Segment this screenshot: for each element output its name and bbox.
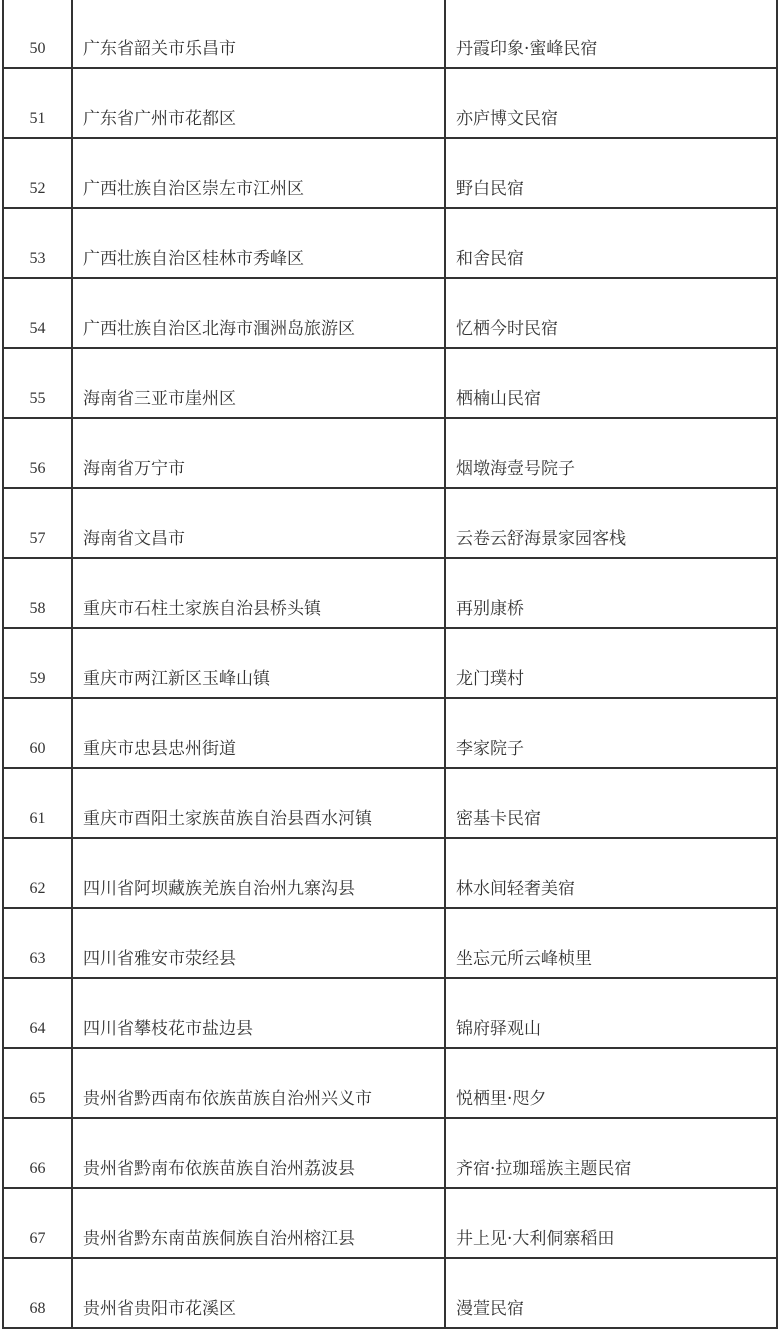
table-row (3, 418, 777, 488)
homestay-name-cell: 栖楠山民宿 (445, 348, 777, 418)
table-row (3, 628, 777, 698)
homestay-name-cell: 密基卡民宿 (445, 768, 777, 838)
location-cell: 四川省攀枝花市盐边县 (72, 978, 445, 1048)
homestay-name-cell: 坐忘元所云峰桢里 (445, 908, 777, 978)
table-row (3, 278, 777, 348)
location-cell: 贵州省黔南布依族苗族自治州荔波县 (72, 1118, 445, 1188)
row-number: 56 (3, 418, 72, 488)
row-number: 59 (3, 628, 72, 698)
row-number: 65 (3, 1048, 72, 1118)
row-number: 64 (3, 978, 72, 1048)
homestay-name-cell: 忆栖今时民宿 (445, 278, 777, 348)
location-cell: 海南省文昌市 (72, 488, 445, 558)
homestay-name-cell: 亦庐博文民宿 (445, 68, 777, 138)
table-row (3, 698, 777, 768)
homestay-name-cell: 井上见·大利侗寨稻田 (445, 1188, 777, 1258)
table-body (3, 0, 777, 1328)
row-number: 66 (3, 1118, 72, 1188)
table-row (3, 768, 777, 838)
row-number: 57 (3, 488, 72, 558)
location-cell: 重庆市两江新区玉峰山镇 (72, 628, 445, 698)
location-cell: 海南省万宁市 (72, 418, 445, 488)
location-cell: 贵州省贵阳市花溪区 (72, 1258, 445, 1328)
location-cell: 广西壮族自治区崇左市江州区 (72, 138, 445, 208)
homestay-name-cell: 和舍民宿 (445, 208, 777, 278)
table-row (3, 1048, 777, 1118)
location-cell: 广东省韶关市乐昌市 (72, 0, 445, 68)
row-number: 60 (3, 698, 72, 768)
location-cell: 重庆市石柱土家族自治县桥头镇 (72, 558, 445, 628)
table-row (3, 208, 777, 278)
homestay-name-cell: 林水间轻奢美宿 (445, 838, 777, 908)
row-number: 61 (3, 768, 72, 838)
location-cell: 海南省三亚市崖州区 (72, 348, 445, 418)
table-row (3, 908, 777, 978)
table-row (3, 488, 777, 558)
homestay-name-cell: 龙门璞村 (445, 628, 777, 698)
location-cell: 广东省广州市花都区 (72, 68, 445, 138)
homestay-list-table (2, 0, 778, 1329)
row-number: 67 (3, 1188, 72, 1258)
row-number: 53 (3, 208, 72, 278)
row-number: 62 (3, 838, 72, 908)
location-cell: 贵州省黔西南布依族苗族自治州兴义市 (72, 1048, 445, 1118)
row-number: 58 (3, 558, 72, 628)
location-cell: 四川省阿坝藏族羌族自治州九寨沟县 (72, 838, 445, 908)
location-cell: 广西壮族自治区桂林市秀峰区 (72, 208, 445, 278)
table-row (3, 0, 777, 68)
row-number: 52 (3, 138, 72, 208)
homestay-name-cell: 云卷云舒海景家园客栈 (445, 488, 777, 558)
homestay-name-cell: 烟墩海壹号院子 (445, 418, 777, 488)
homestay-name-cell: 锦府驿观山 (445, 978, 777, 1048)
location-cell: 贵州省黔东南苗族侗族自治州榕江县 (72, 1188, 445, 1258)
table-row (3, 1188, 777, 1258)
row-number: 54 (3, 278, 72, 348)
table-row (3, 138, 777, 208)
table-row (3, 838, 777, 908)
row-number: 51 (3, 68, 72, 138)
homestay-name-cell: 悦栖里·咫夕 (445, 1048, 777, 1118)
homestay-name-cell: 丹霞印象·蜜峰民宿 (445, 0, 777, 68)
location-cell: 重庆市忠县忠州街道 (72, 698, 445, 768)
row-number: 63 (3, 908, 72, 978)
location-cell: 重庆市酉阳土家族苗族自治县酉水河镇 (72, 768, 445, 838)
location-cell: 广西壮族自治区北海市涠洲岛旅游区 (72, 278, 445, 348)
row-number: 55 (3, 348, 72, 418)
row-number: 50 (3, 0, 72, 68)
table-row (3, 68, 777, 138)
row-number: 68 (3, 1258, 72, 1328)
homestay-name-cell: 漫萱民宿 (445, 1258, 777, 1328)
homestay-name-cell: 李家院子 (445, 698, 777, 768)
location-cell: 四川省雅安市荥经县 (72, 908, 445, 978)
table-row (3, 348, 777, 418)
table-row (3, 1258, 777, 1328)
homestay-name-cell: 齐宿·拉珈瑶族主题民宿 (445, 1118, 777, 1188)
homestay-name-cell: 野白民宿 (445, 138, 777, 208)
table-row (3, 978, 777, 1048)
homestay-name-cell: 再别康桥 (445, 558, 777, 628)
table-row (3, 1118, 777, 1188)
table-row (3, 558, 777, 628)
